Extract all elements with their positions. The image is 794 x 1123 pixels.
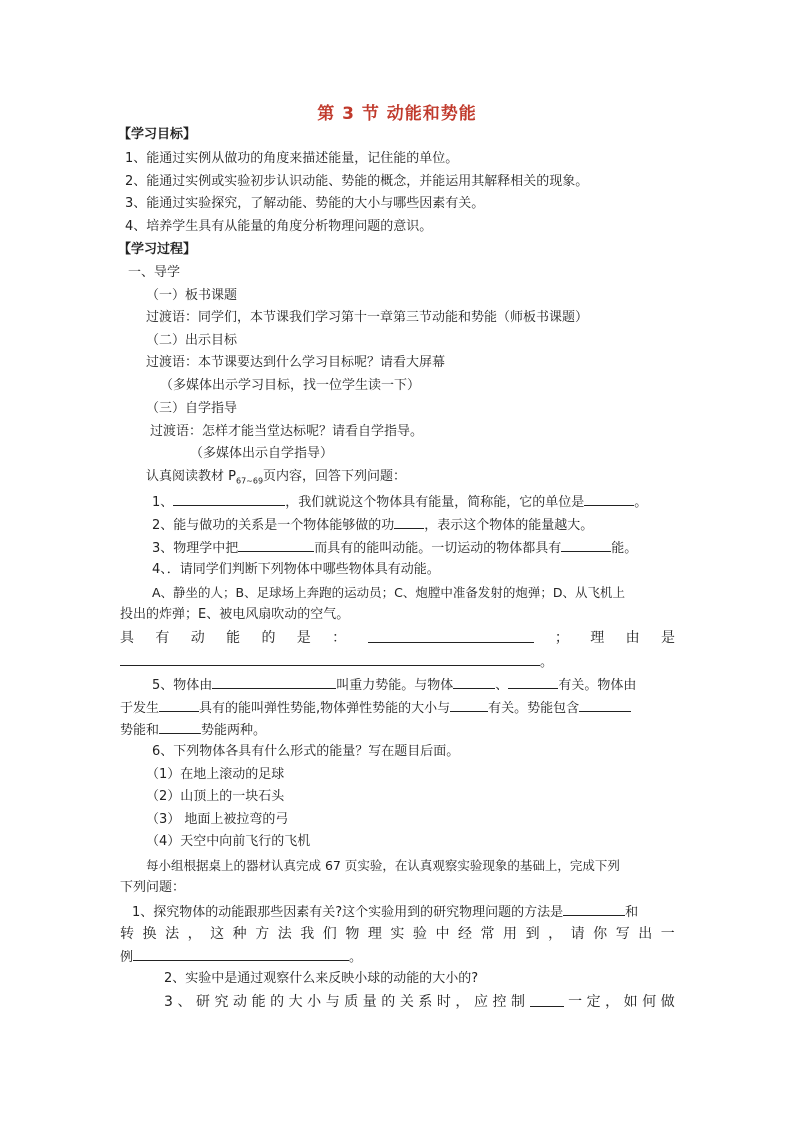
- answer-blank[interactable]: [561, 537, 611, 552]
- experiment-question-1-cont: 例 。: [120, 946, 362, 968]
- question-4: 4、．请同学们判断下列物体中哪些物体具有动能。: [152, 562, 440, 577]
- question-6-item: （4）天空中向前飞行的飞机: [146, 834, 311, 849]
- question-1: 1、 ，我们就说这个物体具有能量，简称能，它的单位是 。: [152, 491, 647, 513]
- answer-blank[interactable]: [563, 901, 625, 916]
- question-4-options: 投出的炸弹；E、被电风扇吹动的空气。: [120, 607, 350, 622]
- answer-blank[interactable]: [159, 719, 201, 734]
- experiment-question-2: 2、实验中是通过观察什么来反映小球的动能的大小的?: [164, 971, 479, 986]
- transition-text: 过渡语：同学们，本节课我们学习第十一章第三节动能和势能（师板书课题）: [146, 310, 589, 325]
- transition-text: 过渡语：本节课要达到什么学习目标呢？请看大屏幕: [146, 355, 446, 370]
- answer-blank[interactable]: [450, 697, 488, 712]
- note-text: （多媒体出示自学指导）: [190, 446, 334, 461]
- subsection-heading: （二）出示目标: [146, 333, 238, 348]
- question-4-reason: 。: [120, 651, 553, 673]
- page-title: 第 3 节 动能和势能: [317, 104, 477, 124]
- goals-header: 【学习目标】: [118, 127, 197, 142]
- answer-blank[interactable]: [584, 491, 634, 506]
- answer-blank[interactable]: [173, 491, 285, 506]
- subsection-heading: （三）自学指导: [146, 401, 238, 416]
- answer-blank[interactable]: [159, 697, 199, 712]
- question-5: 5、物体由 叫重力势能。与物体 、 有关。物体由: [152, 674, 636, 696]
- note-text: （多媒体出示学习目标，找一位学生读一下）: [160, 378, 421, 393]
- experiment-question-1-cont: 转 换 法 ， 这 种 方 法 我 们 物 理 实 验 中 经 常 用 到 ， 请 你 写 出 一: [120, 926, 675, 942]
- answer-blank[interactable]: [120, 651, 540, 666]
- question-4-options: A、静坐的人；B、足球场上奔跑的运动员；C、炮膛中准备发射的炮弹；D、从飞机上: [152, 585, 625, 600]
- transition-text: 过渡语：怎样才能当堂达标呢？请看自学指导。: [150, 424, 424, 439]
- answer-blank[interactable]: [508, 674, 558, 689]
- answer-blank[interactable]: [212, 674, 336, 689]
- answer-blank[interactable]: [133, 946, 349, 961]
- goal-item: 3、能通过实验探究，了解动能、势能的大小与哪些因素有关。: [125, 196, 485, 211]
- answer-blank[interactable]: [530, 992, 564, 1007]
- section-heading: 一、导学: [128, 265, 181, 280]
- subsection-heading: （一）板书课题: [146, 288, 238, 303]
- answer-blank[interactable]: [368, 628, 534, 643]
- experiment-intro: 下列问题：: [120, 880, 186, 895]
- experiment-question-3: 3 、 研 究 动 能 的 大 小 与 质 量 的 关 系 时 ， 应 控 制 一 定 ， 如 何 做: [164, 994, 675, 1010]
- answer-blank[interactable]: [579, 697, 631, 712]
- question-6-item: （2）山顶上的一块石头: [146, 789, 285, 804]
- answer-blank[interactable]: [394, 514, 424, 529]
- answer-blank[interactable]: [453, 674, 495, 689]
- reading-instruction: 认真阅读教材 $P_{67\sim 69}$页内容，回答下列问题：: [146, 469, 407, 486]
- answer-blank[interactable]: [238, 537, 314, 552]
- question-4-answer: 具 有 动 能 的 是 ： ； 理 由 是: [120, 630, 675, 646]
- process-header: 【学习过程】: [118, 242, 197, 257]
- goal-item: 4、培养学生具有从能量的角度分析物理问题的意识。: [125, 219, 433, 234]
- experiment-intro: 每小组根据桌上的器材认真完成 67 页实验，在认真观察实验现象的基础上，完成下列: [146, 858, 620, 873]
- experiment-question-1: 1、探究物体的动能跟那些因素有关?这个实验用到的研究物理问题的方法是 和: [132, 901, 638, 923]
- question-3: 3、物理学中把 而具有的能叫动能。一切运动的物体都具有 能。: [152, 537, 637, 559]
- goal-item: 2、能通过实例或实验初步认识动能、势能的概念，并能运用其解释相关的现象。: [125, 174, 589, 189]
- question-6: 6、下列物体各具有什么形式的能量？写在题目后面。: [152, 744, 460, 759]
- question-6-item: （1）在地上滚动的足球: [146, 767, 285, 782]
- goal-item: 1、能通过实例从做功的角度来描述能量，记住能的单位。: [125, 151, 459, 166]
- question-5-cont: 势能和 势能两种。: [120, 719, 266, 741]
- question-2: 2、能与做功的关系是一个物体能够做的功 ，表示这个物体的能量越大。: [152, 514, 593, 536]
- question-5-cont: 于发生 具有的能叫弹性势能,物体弹性势能的大小与 有关。势能包含: [120, 697, 631, 719]
- question-6-item: （3） 地面上被拉弯的弓: [146, 812, 289, 827]
